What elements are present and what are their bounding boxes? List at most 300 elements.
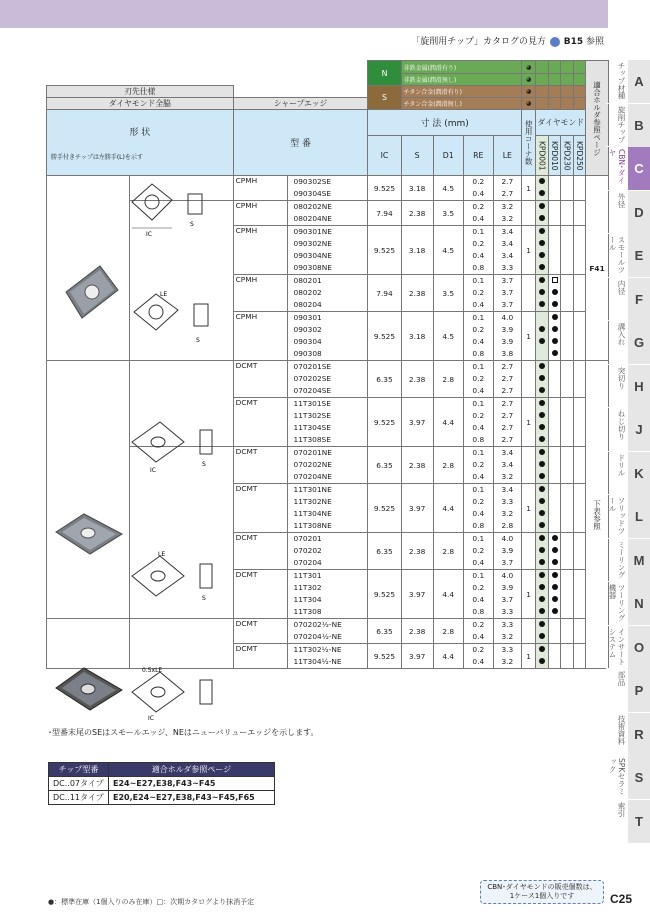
- nav-item-letter: L: [628, 495, 650, 538]
- catalog-reference[interactable]: [411, 34, 604, 47]
- nav-item-letter: O: [628, 626, 650, 669]
- model-series: DCMT: [233, 644, 287, 669]
- dim-col-d1: D1: [433, 136, 463, 176]
- corner-count: 1: [521, 312, 536, 361]
- holder-type: DC..07タイプ: [49, 777, 109, 791]
- stock-dot-icon: [539, 572, 545, 578]
- dim-ic: 6.35: [368, 533, 401, 570]
- dim-d1: 4.5: [433, 312, 463, 361]
- model-code[interactable]: 070204½-NE: [293, 632, 342, 641]
- nav-item-f[interactable]: [606, 278, 650, 322]
- model-codes: [287, 361, 368, 398]
- corners-header-text: 使用コーナ数: [524, 120, 534, 165]
- model-codes: [287, 447, 368, 484]
- dim-value: 0.2: [472, 546, 485, 555]
- stock-cell: [536, 312, 548, 361]
- nav-item-p[interactable]: [606, 669, 650, 713]
- dim-value: 3.2: [501, 632, 514, 641]
- dim-value: 3.2: [501, 214, 514, 223]
- nav-item-a[interactable]: [606, 60, 650, 104]
- model-code[interactable]: 11T304NE: [293, 509, 332, 518]
- model-code[interactable]: 070201SE: [293, 362, 332, 371]
- model-code[interactable]: 090304NE: [293, 251, 332, 260]
- stock-dot-icon: [539, 535, 545, 541]
- stock-dot-icon: [539, 473, 545, 479]
- dim-s: 3.97: [401, 484, 433, 533]
- corner-count: 1: [521, 398, 536, 447]
- model-code[interactable]: 070201: [293, 534, 322, 543]
- model-header: 型 番: [233, 110, 368, 176]
- stock-dot-icon: [539, 522, 545, 528]
- edge-spec-header: 刃先仕様: [47, 86, 234, 98]
- model-code[interactable]: 080201: [293, 276, 322, 285]
- dim-s: 2.38: [401, 619, 433, 644]
- nav-item-letter: F: [628, 278, 650, 321]
- stock-cell: [548, 644, 560, 669]
- nav-item-l[interactable]: [606, 495, 650, 539]
- nav-item-label: 突切り: [617, 366, 626, 389]
- model-series: DCMT: [233, 484, 287, 533]
- nav-item-c[interactable]: [606, 147, 650, 191]
- stock-cell: [548, 312, 560, 361]
- dim-value: 0.2: [472, 620, 485, 629]
- stock-cell: [536, 361, 548, 398]
- dim-value: 0.4: [472, 595, 485, 604]
- diamond-all-header: ダイヤモンド全脇: [47, 98, 234, 110]
- model-code[interactable]: 11T302NE: [293, 497, 332, 506]
- dim-value: 3.4: [501, 448, 514, 457]
- grade-col-kpd001: [536, 136, 548, 176]
- dim-value: 3.4: [501, 485, 514, 494]
- stock-cell: [548, 398, 560, 447]
- grade-col-text: KPD250: [574, 140, 584, 171]
- dcmt-ne-drawing: [128, 664, 224, 722]
- grade-col-text: KPD001: [537, 140, 547, 171]
- dim-value: 2.7: [501, 423, 514, 432]
- shape-note: 勝手付きチップは左勝手(L)を示す: [51, 153, 143, 161]
- grade-S-line1: チタン合金(潤滑有り): [401, 86, 521, 98]
- stock-dot-icon: [539, 228, 545, 234]
- stock-dot-icon: [539, 633, 545, 639]
- stock-dot-icon: [539, 498, 545, 504]
- insert-group-row: [47, 361, 609, 398]
- svg-text:IC: IC: [150, 467, 156, 474]
- nav-item-label: ツーリング機器: [608, 584, 626, 622]
- nav-item-label: 内径: [617, 279, 626, 295]
- stock-dot-icon: [539, 461, 545, 467]
- svg-text:LE: LE: [158, 551, 166, 558]
- sharp-edge-header: シャープエッジ: [233, 98, 368, 110]
- svg-text:IC: IC: [148, 715, 154, 722]
- dim-value: 3.3: [501, 645, 514, 654]
- catalog-ref-page[interactable]: B15: [563, 37, 584, 47]
- dim-d1: 4.4: [433, 570, 463, 619]
- stock-dot-icon: [539, 424, 545, 430]
- dim-value: 3.3: [501, 263, 514, 272]
- nav-item-r[interactable]: [606, 713, 650, 757]
- model-code[interactable]: 070202SE: [293, 374, 332, 383]
- model-code[interactable]: 090304: [293, 337, 322, 346]
- nav-item-letter: G: [628, 321, 650, 364]
- dim-re: [463, 644, 493, 669]
- model-code[interactable]: 080202: [293, 288, 322, 297]
- dim-value: 0.2: [472, 460, 485, 469]
- model-series: CPMH: [233, 312, 287, 361]
- dim-s: 3.97: [401, 398, 433, 447]
- nav-item-label: 溝入れ: [617, 323, 626, 346]
- dim-ic: 6.35: [368, 619, 401, 644]
- grade-mark: ◕: [521, 61, 536, 74]
- dim-value: 3.9: [501, 337, 514, 346]
- stock-dot-icon: [552, 608, 558, 614]
- side-nav: [606, 60, 650, 843]
- model-code[interactable]: 11T304: [293, 595, 322, 604]
- dim-value: 0.4: [472, 386, 485, 395]
- model-code[interactable]: 090301NE: [293, 227, 332, 236]
- nav-item-label: 技術資料: [617, 714, 626, 745]
- dim-value: 3.3: [501, 620, 514, 629]
- nav-item-m[interactable]: [606, 539, 650, 583]
- dim-ic: 9.525: [368, 312, 401, 361]
- dim-value: 4.0: [501, 313, 514, 322]
- model-series: DCMT: [233, 570, 287, 619]
- dim-value: 0.8: [472, 521, 485, 530]
- stock-cell: [548, 275, 560, 312]
- dim-value: 0.1: [472, 399, 485, 408]
- footnote: ･型番末尾のSEはスモールエッジ、NEはニューバリューエッジを示します。: [48, 728, 319, 737]
- corner-count: [521, 447, 536, 484]
- svg-text:S: S: [196, 337, 200, 344]
- stock-cell: [548, 201, 560, 226]
- svg-text:IC: IC: [146, 231, 152, 238]
- dcmt-drawing-1: [128, 412, 224, 476]
- insert-group-row: [47, 619, 609, 644]
- svg-text:0.5xLE: 0.5xLE: [142, 667, 163, 674]
- grade-col-text: KPD010: [550, 140, 559, 171]
- dim-value: 3.8: [501, 349, 514, 358]
- nav-item-letter: N: [628, 582, 650, 625]
- model-code[interactable]: 11T308SE: [293, 435, 331, 444]
- dim-d1: 2.8: [433, 447, 463, 484]
- dim-re: [463, 176, 493, 201]
- model-code[interactable]: 080202NE: [293, 202, 332, 211]
- model-code[interactable]: 11T302SE: [293, 411, 331, 420]
- catalog-ref-suffix: 参照: [585, 37, 604, 47]
- nav-item-j[interactable]: [606, 408, 650, 452]
- model-code[interactable]: 090301: [293, 313, 322, 322]
- dim-value: 0.4: [472, 558, 485, 567]
- stock-cell: [536, 275, 548, 312]
- nav-item-n[interactable]: [606, 582, 650, 626]
- nav-item-label: 旋削チップ: [617, 105, 626, 143]
- dim-value: 0.1: [472, 448, 485, 457]
- dims-header: 寸 法 (mm): [368, 110, 521, 136]
- model-codes: [287, 570, 368, 619]
- model-code[interactable]: 080204NE: [293, 214, 332, 223]
- model-code[interactable]: 090302NE: [293, 239, 332, 248]
- cbn-note-line1: CBN･ダイヤモンドの販売個数は、: [487, 883, 597, 891]
- stock-dot-icon: [552, 535, 558, 541]
- diamond-header: ダイヤモンド: [536, 110, 586, 136]
- dim-re: [463, 226, 493, 275]
- model-code[interactable]: 090308NE: [293, 263, 332, 272]
- nav-item-e[interactable]: [606, 234, 650, 278]
- dim-value: 0.4: [472, 632, 485, 641]
- dim-ic: 9.525: [368, 484, 401, 533]
- holder-f41[interactable]: F41: [586, 176, 609, 361]
- dim-value: 3.2: [501, 657, 514, 666]
- stock-dot-icon: [539, 264, 545, 270]
- holder-pages[interactable]: E24~E27,E38,F43~F45: [109, 777, 275, 791]
- dim-value: 3.7: [501, 595, 514, 604]
- nav-item-b[interactable]: [606, 104, 650, 148]
- dim-d1: 4.4: [433, 484, 463, 533]
- dim-ic: 9.525: [368, 644, 401, 669]
- holder-pages[interactable]: E20,E24~E27,E38,F43~F45,F65: [109, 791, 275, 805]
- dim-le: [493, 361, 521, 398]
- model-code[interactable]: 090308: [293, 349, 322, 358]
- stock-cell: [548, 484, 560, 533]
- grade-col-text: KPD230: [562, 140, 572, 171]
- dim-value: 0.8: [472, 349, 485, 358]
- holder-type: DC..11タイプ: [49, 791, 109, 805]
- nav-item-letter: S: [628, 756, 650, 799]
- dcmt-ne-insert-photo: [54, 664, 124, 712]
- stock-cell: [548, 619, 560, 644]
- model-code[interactable]: 11T302: [293, 583, 322, 592]
- insert-drawing-cell: [129, 619, 233, 669]
- nav-item-label: ソリッドツール: [608, 497, 626, 535]
- dim-value: 2.7: [501, 177, 514, 186]
- model-series: DCMT: [233, 533, 287, 570]
- model-series: DCMT: [233, 398, 287, 447]
- dim-value: 3.9: [501, 583, 514, 592]
- dim-value: 0.4: [472, 251, 485, 260]
- dim-ic: 9.525: [368, 398, 401, 447]
- holder-table-h1: チップ型番: [49, 763, 109, 777]
- dim-value: 3.2: [501, 202, 514, 211]
- grade-col-kpd250: [573, 136, 585, 176]
- cpmh-drawing-1: [128, 178, 224, 240]
- corner-count: [521, 619, 536, 644]
- grade-col-kpd230: [561, 136, 573, 176]
- holder-header-text: 適合ホルダ参照ページ: [592, 80, 602, 156]
- model-codes: [287, 201, 368, 226]
- stock-cell: [536, 533, 548, 570]
- model-code[interactable]: 070201NE: [293, 448, 332, 457]
- stock-cell: [561, 361, 573, 398]
- nav-item-d[interactable]: [606, 191, 650, 235]
- dim-le: [493, 201, 521, 226]
- stock-dot-icon: [552, 338, 558, 344]
- stock-cell: [561, 176, 573, 201]
- model-code[interactable]: 090302: [293, 325, 322, 334]
- model-code[interactable]: 11T308: [293, 607, 322, 616]
- stock-dot-icon: [539, 301, 545, 307]
- grade-S-line2: チタン合金(潤滑無し): [401, 98, 521, 110]
- nav-item-label: 部品: [617, 671, 626, 686]
- stock-dot-icon: [552, 559, 558, 565]
- stock-cell: [536, 226, 548, 275]
- stock-cell: [573, 226, 585, 275]
- stock-cell: [536, 398, 548, 447]
- corner-count: [521, 361, 536, 398]
- dim-re: [463, 398, 493, 447]
- dim-value: 0.8: [472, 263, 485, 272]
- stock-cell: [573, 619, 585, 644]
- cpmh-drawing-2: [130, 286, 224, 352]
- dim-ic: 6.35: [368, 361, 401, 398]
- stock-dot-icon: [539, 621, 545, 627]
- dim-value: 0.2: [472, 497, 485, 506]
- stock-cell: [573, 484, 585, 533]
- svg-text:S: S: [202, 595, 206, 602]
- model-code[interactable]: 11T302½-NE: [293, 645, 342, 654]
- dim-value: 0.1: [472, 485, 485, 494]
- holder-table: [48, 762, 275, 805]
- stock-cell: [561, 275, 573, 312]
- stock-dot-icon: [539, 178, 545, 184]
- dim-le: [493, 226, 521, 275]
- dim-le: [493, 275, 521, 312]
- dim-value: 0.4: [472, 189, 485, 198]
- stock-cell: [561, 226, 573, 275]
- stock-cell: [536, 176, 548, 201]
- nav-item-label: ミーリング: [617, 540, 626, 578]
- dim-value: 2.7: [501, 435, 514, 444]
- holder-see-below-text: 下表参照: [592, 499, 602, 530]
- model-code[interactable]: 070204: [293, 558, 322, 567]
- model-code[interactable]: 090302SE: [293, 177, 332, 186]
- stock-dot-icon: [539, 559, 545, 565]
- stock-cell: [573, 533, 585, 570]
- model-series: DCMT: [233, 447, 287, 484]
- nav-item-o[interactable]: [606, 626, 650, 670]
- dim-value: 0.1: [472, 276, 485, 285]
- nav-item-letter: M: [628, 539, 650, 582]
- insert-photo-cell: [47, 361, 130, 619]
- stock-dot-icon: [539, 486, 545, 492]
- model-code[interactable]: 070204SE: [293, 386, 332, 395]
- nav-item-letter: A: [628, 60, 650, 103]
- stock-cell: [573, 361, 585, 398]
- model-code[interactable]: 080204: [293, 300, 322, 309]
- dim-le: [493, 570, 521, 619]
- model-code[interactable]: 11T301: [293, 571, 322, 580]
- dim-le: [493, 619, 521, 644]
- nav-item-t[interactable]: [606, 800, 650, 844]
- dim-re: [463, 533, 493, 570]
- dim-col-le: LE: [493, 136, 521, 176]
- dim-s: 3.18: [401, 226, 433, 275]
- model-code[interactable]: 090304SE: [293, 189, 332, 198]
- dim-value: 0.2: [472, 583, 485, 592]
- stock-dot-icon: [539, 436, 545, 442]
- stock-dot-icon: [552, 547, 558, 553]
- dim-d1: 4.4: [433, 644, 463, 669]
- model-series: CPMH: [233, 226, 287, 275]
- dim-value: 3.7: [501, 288, 514, 297]
- nav-item-label: 索引: [617, 801, 626, 817]
- dim-value: 0.2: [472, 288, 485, 297]
- stock-cell: [561, 644, 573, 669]
- stock-dot-icon: [539, 596, 545, 602]
- model-codes: [287, 398, 368, 447]
- stock-cell: [561, 533, 573, 570]
- stock-dot-icon: [552, 584, 558, 590]
- dim-value: 0.1: [472, 534, 485, 543]
- dim-value: 0.4: [472, 472, 485, 481]
- nav-item-label: SPKセラミック: [608, 758, 626, 795]
- nav-item-letter: D: [628, 191, 650, 234]
- dim-col-re: RE: [463, 136, 493, 176]
- stock-cell: [573, 312, 585, 361]
- corners-header: [521, 110, 536, 176]
- dim-value: 0.1: [472, 227, 485, 236]
- model-code[interactable]: 11T301SE: [293, 399, 331, 408]
- stock-dot-icon: [539, 658, 545, 664]
- model-codes: [287, 533, 368, 570]
- stock-cell: [548, 570, 560, 619]
- model-code[interactable]: 11T308NE: [293, 521, 332, 530]
- dim-value: 0.1: [472, 571, 485, 580]
- stock-cell: [536, 644, 548, 669]
- dim-s: 2.38: [401, 447, 433, 484]
- model-code[interactable]: 11T304½-NE: [293, 657, 342, 666]
- model-code[interactable]: 11T301NE: [293, 485, 332, 494]
- stock-dot-icon: [552, 596, 558, 602]
- nav-item-s[interactable]: [606, 756, 650, 800]
- stock-cell: [573, 644, 585, 669]
- corner-count: 1: [521, 176, 536, 201]
- dim-value: 3.7: [501, 558, 514, 567]
- dcmt-insert-photo: [54, 510, 124, 556]
- dim-le: [493, 312, 521, 361]
- grade-N-line2: 非鉄金属(潤滑無し): [401, 74, 521, 86]
- model-codes: [287, 619, 368, 644]
- grade-N-label: N: [368, 61, 401, 86]
- stock-cell: [561, 570, 573, 619]
- model-code[interactable]: 11T304SE: [293, 423, 331, 432]
- corner-count: 1: [521, 570, 536, 619]
- dim-s: 2.38: [401, 275, 433, 312]
- model-code[interactable]: 070202: [293, 546, 322, 555]
- stock-cell: [561, 201, 573, 226]
- nav-item-g[interactable]: [606, 321, 650, 365]
- model-series: CPMH: [233, 176, 287, 201]
- model-code[interactable]: 070202NE: [293, 460, 332, 469]
- stock-cell: [536, 484, 548, 533]
- dim-value: 0.4: [472, 337, 485, 346]
- stock-dot-icon: [539, 203, 545, 209]
- shape-header: [47, 110, 234, 176]
- stock-dot-icon: [539, 277, 545, 283]
- nav-item-h[interactable]: [606, 365, 650, 409]
- dim-value: 0.2: [472, 325, 485, 334]
- nav-item-k[interactable]: [606, 452, 650, 496]
- stock-cell: [561, 398, 573, 447]
- model-code[interactable]: 070202½-NE: [293, 620, 342, 629]
- nav-item-label: スモールツール: [608, 236, 626, 274]
- stock-cell: [561, 447, 573, 484]
- dim-le: [493, 484, 521, 533]
- model-codes: [287, 312, 368, 361]
- shape-header-text: 形 状: [129, 127, 151, 138]
- stock-cell: [536, 619, 548, 644]
- model-code[interactable]: 070204NE: [293, 472, 332, 481]
- dim-value: 3.9: [501, 325, 514, 334]
- dim-d1: 3.5: [433, 201, 463, 226]
